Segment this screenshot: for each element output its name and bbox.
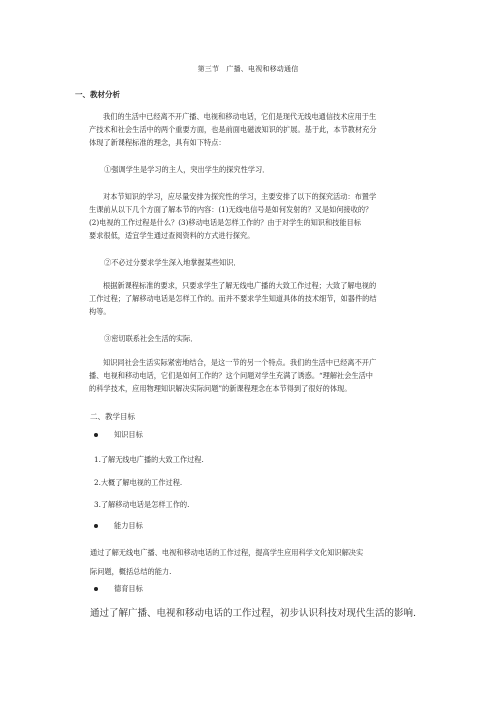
text-line: 根据新课程标准的要求，只要求学生了解无线电广播的大致工作过程；大致了解电视的 <box>103 281 377 290</box>
moral-goal-text: 通过了解广播、电视和移动电话的工作过程，初步认识科技对现代生活的影响. <box>90 608 417 619</box>
text-line: 对本节知识的学习，应尽量安排为探究性的学习，主要安排了以下的探究活动：布置学 <box>103 192 377 201</box>
bullet-label: 知识目标 <box>114 430 143 439</box>
bullet-icon <box>94 587 98 591</box>
text-line: 产技术和社会生活中的两个重要方面，也是前面电磁波知识的扩展。基于此，本节教材充分 <box>89 125 377 134</box>
knowledge-item: 3.了解移动电话是怎样工作的. <box>94 500 190 509</box>
ability-goal-label <box>94 521 143 531</box>
point1-paragraph <box>89 190 419 242</box>
bullet-icon <box>94 524 98 528</box>
feature-point-1: ①强调学生是学习的主人，突出学生的探究性学习． <box>104 165 270 174</box>
text-line: 的科学技术，应用物理知识解决实际问题”的新课程理念在本节得到了很好的体现。 <box>89 384 352 393</box>
bullet-label: 能力目标 <box>114 521 143 530</box>
moral-goal-label <box>94 584 143 594</box>
ability-paragraph <box>90 543 420 581</box>
intro-paragraph <box>89 110 419 149</box>
text-line: 要求很低，适宜学生通过查阅资料的方式进行探究。 <box>89 231 255 240</box>
text-line: 构等。 <box>89 307 111 316</box>
text-line: 通过了解无线电广播、电视和移动电话的工作过程，提高学生应用科学文化知识解决实 <box>90 548 364 557</box>
feature-point-3: ③密切联系社会生活的实际． <box>104 334 198 343</box>
bullet-icon <box>94 433 98 437</box>
text-line: 体现了新课程标准的理念，具有如下特点： <box>89 138 226 147</box>
bullet-label: 德育目标 <box>114 584 143 593</box>
text-line: 际问题，概括总结的能力. <box>90 567 172 576</box>
page-title: 第三节 广播、电视和移动通信 <box>197 65 299 73</box>
section-heading-analysis: 一、教材分析 <box>75 90 120 99</box>
text-line: (2)电视的工作过程是什么？(3)移动电话是怎样工作的？由于对学生的知识和技能目标 <box>89 218 361 227</box>
knowledge-item: 2.大概了解电视的工作过程. <box>94 478 183 487</box>
point3-paragraph <box>89 356 419 395</box>
knowledge-goal-label <box>94 430 143 440</box>
section-heading-goals: 二、教学目标 <box>90 412 135 421</box>
feature-point-2: ②不必过分要求学生深入地掌握某些知识． <box>104 258 241 267</box>
knowledge-item: 1.了解无线电广播的大致工作过程. <box>94 455 204 464</box>
text-line: 生课前从以下几个方面了解本节的内容：(1)无线电信号是如何发射的？又是如何接收的？ <box>89 205 373 214</box>
text-line: 工作过程；了解移动电话是怎样工作的。而并不要求学生知道具体的技术细节，如器件的结 <box>89 294 377 303</box>
text-line: 我们的生活中已经离不开广播、电视和移动电话，它们是现代无线电通信技术应用于生 <box>103 112 377 121</box>
text-line: 知识同社会生活实际紧密地结合，是这一节的另一个特点。我们的生活中已经离不开广 <box>103 358 377 367</box>
text-line: 播、电视和移动电话，它们是如何工作的？这个问题对学生充满了诱惑。“理解社会生活中 <box>89 371 373 380</box>
point2-paragraph <box>89 279 419 318</box>
